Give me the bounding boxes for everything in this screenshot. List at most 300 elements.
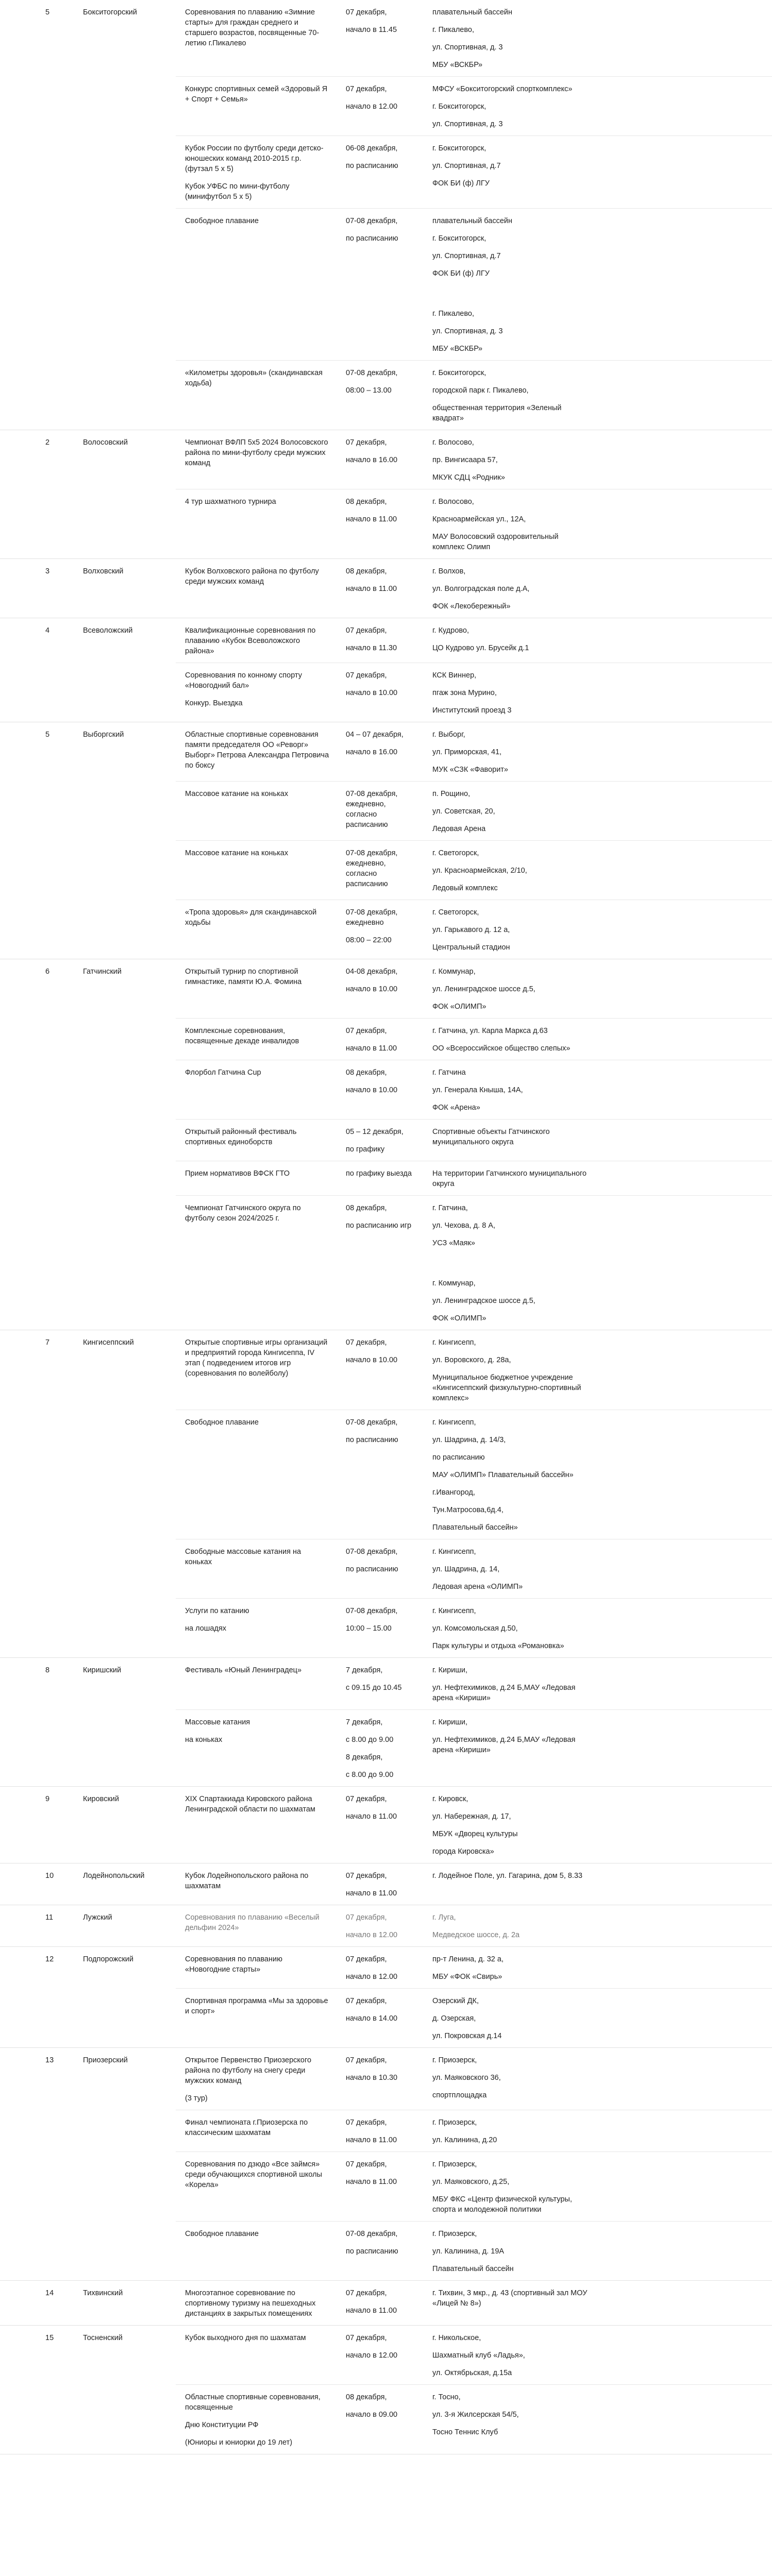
event-name-cell bbox=[176, 1196, 339, 1330]
cell-text-line: 07-08 декабря, ежедневно bbox=[346, 908, 398, 927]
event-place-cell bbox=[425, 1410, 599, 1539]
cell-text-line: по расписанию bbox=[346, 234, 398, 243]
cell-text-line: Чемпионат ВФЛП 5х5 2024 Волосовского района по мини-футболу среди мужских команд bbox=[185, 438, 328, 467]
event-time-cell bbox=[339, 1410, 425, 1539]
cell-text-line: Областные спортивные соревнования, посвященные bbox=[185, 2393, 321, 2412]
cell-text-line: по расписанию игр bbox=[346, 1222, 412, 1230]
cell-text-line: Медведское шоссе, д. 2а bbox=[432, 1931, 520, 1939]
event-time-cell bbox=[339, 1019, 425, 1060]
cell-text-line: начало в 12.00 bbox=[346, 103, 398, 111]
event-entry bbox=[176, 1787, 772, 1863]
event-place-cell bbox=[425, 1989, 599, 2047]
cell-text-line: по расписанию bbox=[346, 1436, 398, 1444]
event-entry bbox=[176, 618, 772, 663]
cell-text-line: ул. Волгоградская поле д.А, bbox=[432, 585, 530, 593]
cell-text-line: пгаж зона Мурино, bbox=[432, 689, 497, 697]
cell-text-line: МБУ «ФОК «Свирь» bbox=[432, 1973, 502, 1981]
event-place-cell bbox=[425, 722, 599, 781]
row-number: 7 bbox=[45, 1338, 50, 1347]
cell-text-line: по расписанию bbox=[346, 2247, 398, 2256]
event-name-cell bbox=[176, 1658, 339, 1709]
cell-text-line: Свободное плавание bbox=[185, 2230, 259, 2238]
cell-text-line: г. Бокситогорск, bbox=[432, 234, 486, 243]
cell-text-line: ЦО Кудрово ул. Брусейк д.1 bbox=[432, 644, 529, 652]
cell-text-line: 10:00 – 15.00 bbox=[346, 1624, 392, 1633]
cell-text-line: ул. Комсомольская д.50, bbox=[432, 1624, 518, 1633]
event-place-cell bbox=[425, 489, 599, 558]
cell-text-line: ул. Гарькавого д. 12 а, bbox=[432, 926, 510, 934]
cell-text-line: г. Приозерск, bbox=[432, 2119, 477, 2127]
cell-text-line: г. Тосно, bbox=[432, 2393, 461, 2401]
event-name-cell bbox=[176, 77, 339, 135]
cell-text-line: Красноармейская ул., 12А, bbox=[432, 515, 526, 523]
cell-text-line: г. Бокситогорск, bbox=[432, 103, 486, 111]
cell-text-line: г. Выборг, bbox=[432, 731, 465, 739]
row-number: 13 bbox=[45, 2056, 54, 2064]
event-name-cell bbox=[176, 722, 339, 781]
cell-text-line: 4 тур шахматного турнира bbox=[185, 498, 276, 506]
cell-text-line: 07 декабря, bbox=[346, 438, 387, 447]
district-name: Бокситогорский bbox=[83, 8, 137, 16]
cell-text-line: МБУ ФКС «Центр физической культуры, спорта и молодежной политики bbox=[432, 2195, 572, 2214]
district-name: Приозерский bbox=[83, 2056, 128, 2064]
cell-text-line: Шахматный клуб «Ладья», bbox=[432, 2351, 525, 2360]
cell-text-line: 08 декабря, bbox=[346, 1069, 387, 1077]
event-time-cell bbox=[339, 1060, 425, 1119]
cell-text-line: начало в 11.00 bbox=[346, 2136, 397, 2144]
event-entry bbox=[176, 1019, 772, 1060]
cell-text-line: г. Никольское, bbox=[432, 2334, 481, 2342]
cell-text-line: г. Пикалево, bbox=[432, 26, 474, 34]
event-place-cell bbox=[425, 1599, 599, 1657]
event-entry bbox=[176, 1989, 772, 2047]
event-place-cell bbox=[425, 1947, 599, 1988]
cell-text-line: Кубок Лодейнопольского района по шахматам bbox=[185, 1872, 309, 1890]
event-name-cell bbox=[176, 361, 339, 430]
event-time-cell bbox=[339, 1710, 425, 1786]
table-row bbox=[0, 1863, 772, 1905]
cell-text-line: Ледовый комплекс bbox=[432, 884, 498, 892]
district-events bbox=[176, 1787, 772, 1863]
cell-text-line: г. Кировск, bbox=[432, 1795, 468, 1803]
district-events bbox=[176, 959, 772, 1330]
event-name-cell bbox=[176, 1599, 339, 1657]
event-time-cell bbox=[339, 430, 425, 489]
table-row bbox=[0, 618, 772, 722]
cell-text-line: 07 декабря, bbox=[346, 2160, 387, 2168]
cell-text-line: 07 декабря, bbox=[346, 1955, 387, 1963]
cell-text-line: г. Луга, bbox=[432, 1913, 456, 1922]
cell-text-line: начало в 14.00 bbox=[346, 2014, 398, 2023]
event-entry bbox=[176, 136, 772, 209]
cell-text-line: городской парк г. Пикалево, bbox=[432, 386, 529, 395]
event-entry bbox=[176, 361, 772, 430]
event-entry bbox=[176, 1947, 772, 1989]
cell-text-line: плавательный бассейн bbox=[432, 217, 513, 225]
cell-text-line: 07 декабря, bbox=[346, 2334, 387, 2342]
event-name-cell bbox=[176, 663, 339, 722]
district-name: Кировский bbox=[83, 1795, 120, 1803]
event-name-cell bbox=[176, 618, 339, 663]
cell-text-line: Квалификационные соревнования по плаванию «Кубок Всеволожского района» bbox=[185, 626, 316, 655]
cell-text-line: пр. Вингисаара 57, bbox=[432, 456, 498, 464]
cell-text-line: г. Приозерск, bbox=[432, 2230, 477, 2238]
cell-text-line: ул. Октябрьская, д.15а bbox=[432, 2369, 512, 2377]
event-name-cell bbox=[176, 1710, 339, 1786]
cell-text-line: 04-08 декабря, bbox=[346, 968, 398, 976]
cell-text-line: ул. Калинина, д.20 bbox=[432, 2136, 497, 2144]
event-place-cell bbox=[425, 1019, 599, 1060]
cell-text-line: начало в 12.00 bbox=[346, 2351, 398, 2360]
district-events bbox=[176, 559, 772, 618]
cell-text-line: г.Ивангород, bbox=[432, 1488, 475, 1497]
cell-text-line: начало в 10.00 bbox=[346, 689, 398, 697]
cell-text-line: начало в 11.00 bbox=[346, 515, 397, 523]
cell-text-line: МБУК «Дворец культуры bbox=[432, 1830, 518, 1838]
event-name-cell bbox=[176, 1905, 339, 1946]
event-place-cell bbox=[425, 2110, 599, 2151]
event-time-cell bbox=[339, 1905, 425, 1946]
cell-text-line: г. Гатчина, bbox=[432, 1204, 468, 1212]
cell-text-line: 07 декабря, bbox=[346, 1913, 387, 1922]
cell-text-line: Соревнования по плаванию «Веселый дельфин 2024» bbox=[185, 1913, 320, 1932]
event-time-cell bbox=[339, 2385, 425, 2454]
event-time-cell bbox=[339, 841, 425, 900]
cell-text-line: начало в 11.00 bbox=[346, 585, 397, 593]
row-number: 6 bbox=[45, 968, 50, 976]
cell-text-line: г. Кириши, bbox=[432, 1718, 468, 1726]
district-events bbox=[176, 1863, 772, 1905]
cell-text-line: г. Приозерск, bbox=[432, 2056, 477, 2064]
event-entry bbox=[176, 1196, 772, 1330]
event-time-cell bbox=[339, 1989, 425, 2047]
cell-text-line: начало в 10.00 bbox=[346, 1086, 398, 1094]
cell-text-line: ФОК «ОЛИМП» bbox=[432, 1003, 486, 1011]
event-name-cell bbox=[176, 1410, 339, 1539]
cell-text-line: ул. 3-я Жилсерская 54/5, bbox=[432, 2411, 519, 2419]
event-name-cell bbox=[176, 841, 339, 900]
event-name-cell bbox=[176, 209, 339, 360]
cell-text-line: начало в 12.00 bbox=[346, 1931, 398, 1939]
cell-text-line: г. Светогорск, bbox=[432, 849, 479, 857]
cell-text-line: по расписанию bbox=[432, 1453, 485, 1462]
cell-text-line: Комплексные соревнования, посвященные декаде инвалидов bbox=[185, 1027, 299, 1045]
district-events bbox=[176, 1905, 772, 1946]
event-name-cell bbox=[176, 559, 339, 618]
cell-text-line: начало в 11.00 bbox=[346, 1889, 397, 1897]
cell-text-line: «Тропа здоровья» для скандинавской ходьбы bbox=[185, 908, 317, 927]
event-time-cell bbox=[339, 2152, 425, 2221]
cell-text-line: На территории Гатчинского муниципального округа bbox=[432, 1170, 587, 1188]
cell-text-line: ФОК БИ (ф) ЛГУ bbox=[432, 269, 490, 278]
cell-text-line: г. Кингисепп, bbox=[432, 1338, 476, 1347]
cell-text-line: г. Бокситогорск, bbox=[432, 144, 486, 152]
district-name: Кингисеппский bbox=[83, 1338, 134, 1347]
cell-text-line: Плавательный бассейн» bbox=[432, 1523, 518, 1532]
cell-text-line: плавательный бассейн bbox=[432, 8, 513, 16]
event-name-cell bbox=[176, 1539, 339, 1598]
event-place-cell bbox=[425, 959, 599, 1018]
cell-text-line: г. Гатчина bbox=[432, 1069, 466, 1077]
event-time-cell bbox=[339, 0, 425, 76]
cell-text-line: 08 декабря, bbox=[346, 567, 387, 575]
district-events bbox=[176, 1330, 772, 1657]
cell-text-line: с 8.00 до 9.00 bbox=[346, 1736, 394, 1744]
cell-text-line: 08 декабря, bbox=[346, 2393, 387, 2401]
event-place-cell bbox=[425, 1330, 599, 1410]
event-entry bbox=[176, 900, 772, 959]
cell-text-line: Соревнования по плаванию «Новогодние старты» bbox=[185, 1955, 282, 1974]
event-time-cell bbox=[339, 959, 425, 1018]
cell-text-line: 07-08 декабря, bbox=[346, 369, 398, 377]
row-number: 14 bbox=[45, 2289, 54, 2297]
cell-text-line: г. Приозерск, bbox=[432, 2160, 477, 2168]
event-entry bbox=[176, 782, 772, 841]
cell-text-line: ул. Маяковского 36, bbox=[432, 2074, 501, 2082]
cell-text-line: ул. Советская, 20, bbox=[432, 807, 495, 816]
cell-text-line: 07 декабря, bbox=[346, 671, 387, 680]
row-number: 12 bbox=[45, 1955, 54, 1963]
event-name-cell bbox=[176, 782, 339, 840]
event-entry bbox=[176, 1161, 772, 1196]
event-place-cell bbox=[425, 1710, 599, 1786]
cell-text-line: 07 декабря, bbox=[346, 1338, 387, 1347]
event-time-cell bbox=[339, 136, 425, 208]
event-name-cell bbox=[176, 2222, 339, 2280]
cell-text-line: начало в 16.00 bbox=[346, 456, 398, 464]
cell-text-line: с 8.00 до 9.00 bbox=[346, 1771, 394, 1779]
event-entry bbox=[176, 1060, 772, 1120]
cell-text-line: ФОК «Арена» bbox=[432, 1104, 480, 1112]
cell-text-line: Открытый районный фестиваль спортивных единоборств bbox=[185, 1128, 297, 1146]
row-number: 8 bbox=[45, 1666, 50, 1674]
event-entry bbox=[176, 430, 772, 489]
district-events bbox=[176, 2281, 772, 2325]
cell-text-line: 07 декабря, bbox=[346, 1795, 387, 1803]
event-time-cell bbox=[339, 1947, 425, 1988]
event-name-cell bbox=[176, 2281, 339, 2325]
event-name-cell bbox=[176, 2048, 339, 2110]
event-name-cell bbox=[176, 959, 339, 1018]
cell-text-line: общественная территория «Зеленый квадрат» bbox=[432, 404, 562, 422]
cell-text-line: начало в 11.45 bbox=[346, 26, 397, 34]
cell-text-line: (3 тур) bbox=[185, 2094, 208, 2103]
event-name-cell bbox=[176, 2152, 339, 2221]
event-name-cell bbox=[176, 1989, 339, 2047]
cell-text-line: 07 декабря, bbox=[346, 626, 387, 635]
event-place-cell bbox=[425, 209, 599, 360]
event-entry bbox=[176, 559, 772, 618]
event-time-cell bbox=[339, 1539, 425, 1598]
row-number: 2 bbox=[45, 438, 50, 447]
cell-text-line: Плавательный бассейн bbox=[432, 2265, 514, 2273]
cell-text-line: XIX Спартакиада Кировского района Ленинградской области по шахматам bbox=[185, 1795, 315, 1814]
event-time-cell bbox=[339, 1196, 425, 1330]
event-place-cell bbox=[425, 0, 599, 76]
event-name-cell bbox=[176, 1019, 339, 1060]
cell-text-line: Массовое катание на коньках bbox=[185, 849, 289, 857]
cell-text-line: ул. Набережная, д. 17, bbox=[432, 1812, 511, 1821]
event-entry bbox=[176, 209, 772, 361]
cell-text-line: 07 декабря, bbox=[346, 2056, 387, 2064]
event-name-cell bbox=[176, 136, 339, 208]
cell-text-line: по расписанию bbox=[346, 162, 398, 170]
cell-text-line: г. Светогорск, bbox=[432, 908, 479, 917]
cell-text-line: Соревнования по дзюдо «Все займся» среди обучающихся спортивной школы «Корела» bbox=[185, 2160, 323, 2189]
event-entry bbox=[176, 959, 772, 1019]
event-place-cell bbox=[425, 2048, 599, 2110]
cell-text-line: начало в 11.00 bbox=[346, 1044, 397, 1053]
cell-text-line: начало в 11.00 bbox=[346, 2178, 397, 2186]
event-place-cell bbox=[425, 2222, 599, 2280]
cell-text-line: ул. Красноармейская, 2/10, bbox=[432, 867, 527, 875]
event-entry bbox=[176, 2385, 772, 2454]
event-time-cell bbox=[339, 2326, 425, 2384]
district-events bbox=[176, 2048, 772, 2280]
event-time-cell bbox=[339, 1120, 425, 1161]
cell-text-line: 08:00 – 13.00 bbox=[346, 386, 392, 395]
event-time-cell bbox=[339, 2110, 425, 2151]
cell-text-line: Фестиваль «Юный Ленинградец» bbox=[185, 1666, 302, 1674]
event-entry bbox=[176, 489, 772, 558]
cell-text-line: г. Волхов, bbox=[432, 567, 466, 575]
cell-text-line: 08 декабря, bbox=[346, 498, 387, 506]
event-place-cell bbox=[425, 430, 599, 489]
row-number: 3 bbox=[45, 567, 50, 575]
table-row bbox=[0, 2048, 772, 2281]
row-number: 10 bbox=[45, 1872, 54, 1880]
event-time-cell bbox=[339, 2281, 425, 2325]
event-place-cell bbox=[425, 1658, 599, 1709]
district-events bbox=[176, 722, 772, 959]
event-entry bbox=[176, 0, 772, 77]
cell-text-line: с 09.15 до 10.45 bbox=[346, 1684, 402, 1692]
table-row bbox=[0, 1658, 772, 1787]
cell-text-line: Свободное плавание bbox=[185, 217, 259, 225]
event-name-cell bbox=[176, 1863, 339, 1905]
event-name-cell bbox=[176, 1120, 339, 1161]
cell-text-line: 07-08 декабря, bbox=[346, 2230, 398, 2238]
cell-text-line: ул. Спортивная, д. 3 bbox=[432, 120, 503, 128]
event-entry bbox=[176, 2326, 772, 2385]
cell-text-line: 07 декабря, bbox=[346, 1027, 387, 1035]
cell-text-line: 07 декабря, bbox=[346, 2289, 387, 2297]
event-place-cell bbox=[425, 1787, 599, 1863]
cell-text-line: Соревнования по конному спорту «Новогодний бал» bbox=[185, 671, 303, 690]
event-time-cell bbox=[339, 1787, 425, 1863]
row-number: 5 bbox=[45, 8, 50, 16]
cell-text-line: Кубок Волховского района по футболу среди мужских команд bbox=[185, 567, 319, 586]
event-place-cell bbox=[425, 1120, 599, 1161]
row-number: 15 bbox=[45, 2334, 54, 2342]
event-time-cell bbox=[339, 209, 425, 360]
cell-text-line: МУК «СЗК «Фаворит» bbox=[432, 766, 508, 774]
event-time-cell bbox=[339, 618, 425, 663]
cell-text-line: ОО «Всероссийское общество слепых» bbox=[432, 1044, 570, 1053]
cell-text-line: ФОК «ОЛИМП» bbox=[432, 1314, 486, 1323]
cell-text-line: по расписанию bbox=[346, 1565, 398, 1573]
cell-text-line: ул. Приморская, 41, bbox=[432, 748, 502, 756]
event-place-cell bbox=[425, 841, 599, 900]
cell-text-line: начало в 11.00 bbox=[346, 1812, 397, 1821]
event-time-cell bbox=[339, 1863, 425, 1905]
cell-text-line: Кубок УФБС по мини-футболу (минифутбол 5 х 5) bbox=[185, 182, 290, 201]
district-events bbox=[176, 0, 772, 430]
event-entry bbox=[176, 1863, 772, 1905]
cell-text-line: по графику выезда bbox=[346, 1170, 412, 1178]
cell-text-line: 7 декабря, bbox=[346, 1666, 383, 1674]
event-time-cell bbox=[339, 2222, 425, 2280]
event-time-cell bbox=[339, 900, 425, 959]
cell-text-line: 04 – 07 декабря, bbox=[346, 731, 404, 739]
table-row bbox=[0, 0, 772, 430]
event-place-cell bbox=[425, 618, 599, 663]
event-entry bbox=[176, 1905, 772, 1946]
event-time-cell bbox=[339, 782, 425, 840]
district-name: Лодейнопольский bbox=[83, 1872, 145, 1880]
table-row bbox=[0, 722, 772, 959]
event-place-cell bbox=[425, 2385, 599, 2454]
event-entry bbox=[176, 1410, 772, 1539]
cell-text-line: Конкурс спортивных семей «Здоровый Я + Спорт + Семья» bbox=[185, 85, 328, 104]
cell-text-line: ул. Воровского, д. 28а, bbox=[432, 1356, 511, 1364]
event-name-cell bbox=[176, 1060, 339, 1119]
cell-text-line: Парк культуры и отдыха «Романовка» bbox=[432, 1642, 564, 1650]
event-entry bbox=[176, 1539, 772, 1599]
cell-text-line: Спортивная программа «Мы за здоровье и спорт» bbox=[185, 1997, 328, 2015]
cell-text-line: Кубок выходного дня по шахматам bbox=[185, 2334, 306, 2342]
event-entry bbox=[176, 1658, 772, 1710]
cell-text-line: 8 декабря, bbox=[346, 1753, 383, 1761]
cell-text-line: МАУ «ОЛИМП» Плавательный бассейн» bbox=[432, 1471, 574, 1479]
cell-text-line: начало в 11.00 bbox=[346, 2307, 397, 2315]
district-name: Тихвинский bbox=[83, 2289, 123, 2297]
cell-text-line: «Километры здоровья» (скандинавская ходьба) bbox=[185, 369, 323, 387]
cell-text-line: 07 декабря, bbox=[346, 2119, 387, 2127]
cell-text-line: Институтский проезд 3 bbox=[432, 706, 512, 715]
cell-text-line: ул. Спортивная, д.7 bbox=[432, 252, 501, 260]
row-number: 4 bbox=[45, 626, 50, 635]
cell-text-line: спортплощадка bbox=[432, 2091, 487, 2099]
cell-text-line: д. Озерская, bbox=[432, 2014, 476, 2023]
cell-text-line: Спортивные объекты Гатчинского муниципального округа bbox=[432, 1128, 550, 1146]
cell-text-line: начало в 09.00 bbox=[346, 2411, 398, 2419]
cell-text-line: г. Кингисепп, bbox=[432, 1548, 476, 1556]
cell-text-line: 08 декабря, bbox=[346, 1204, 387, 1212]
table-row bbox=[0, 2281, 772, 2326]
table-row bbox=[0, 1947, 772, 2048]
cell-text-line: Массовое катание на коньках bbox=[185, 790, 289, 798]
district-name: Киришский bbox=[83, 1666, 122, 1674]
event-entry bbox=[176, 1710, 772, 1786]
event-name-cell bbox=[176, 1947, 339, 1988]
event-entry bbox=[176, 1599, 772, 1657]
cell-text-line: Открытые спортивные игры организаций и предприятий города Кингисеппа, IV этап ( подведением итогов игр (соревнования по волейболу) bbox=[185, 1338, 328, 1378]
event-place-cell bbox=[425, 2152, 599, 2221]
cell-text-line: МБУ «ВСКБР» bbox=[432, 345, 483, 353]
event-entry bbox=[176, 2222, 772, 2280]
event-name-cell bbox=[176, 430, 339, 489]
cell-text-line: г. Бокситогорск, bbox=[432, 369, 486, 377]
event-time-cell bbox=[339, 1658, 425, 1709]
cell-text-line bbox=[432, 286, 592, 296]
table-row bbox=[0, 1905, 772, 1947]
cell-text-line: 07-08 декабря, bbox=[346, 1607, 398, 1615]
cell-text-line: начало в 10.00 bbox=[346, 985, 398, 993]
cell-text-line: г. Коммунар, bbox=[432, 968, 476, 976]
cell-text-line: на коньках bbox=[185, 1736, 223, 1744]
table-row bbox=[0, 959, 772, 1330]
